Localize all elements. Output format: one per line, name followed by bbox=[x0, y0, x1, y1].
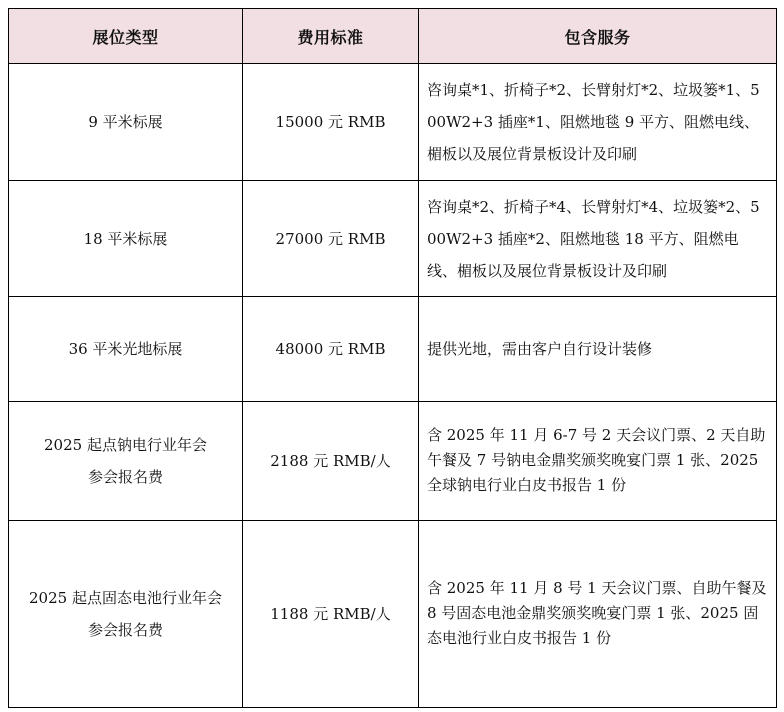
booth-pricing-table bbox=[8, 8, 777, 708]
fee-cell: 1188 元 RMB/人 bbox=[243, 520, 419, 707]
services-cell: 提供光地，需由客户自行设计装修 bbox=[419, 297, 777, 402]
table-row bbox=[9, 297, 777, 402]
fee-cell: 15000 元 RMB bbox=[243, 64, 419, 181]
booth-type-line: 参会报名费 bbox=[87, 620, 163, 639]
booth-type-cell bbox=[9, 402, 243, 521]
booth-type-cell bbox=[9, 520, 243, 707]
table-row bbox=[9, 520, 777, 707]
booth-type-cell: 18 平米标展 bbox=[9, 180, 243, 297]
booth-type-cell: 36 平米光地标展 bbox=[9, 297, 243, 402]
table-row bbox=[9, 402, 777, 521]
services-cell: 含 2025 年 11 月 6-7 号 2 天会议门票、2 天自助午餐及 7 号钠电金鼎奖颁奖晚宴门票 1 张、2025 全球钠电行业白皮书报告 1 份 bbox=[419, 402, 777, 521]
header-booth-type: 展位类型 bbox=[9, 9, 243, 64]
booth-type-line: 2025 起点固态电池行业年会 bbox=[29, 588, 222, 607]
table-row bbox=[9, 180, 777, 297]
booth-type-line: 2025 起点钠电行业年会 bbox=[44, 435, 207, 454]
fee-cell: 27000 元 RMB bbox=[243, 180, 419, 297]
services-cell: 咨询桌*1、折椅子*2、长臂射灯*2、垃圾篓*1、500W2+3 插座*1、阻燃地毯 9 平方、阻燃电线、楣板以及展位背景板设计及印刷 bbox=[419, 64, 777, 181]
fee-cell: 48000 元 RMB bbox=[243, 297, 419, 402]
header-fee: 费用标准 bbox=[243, 9, 419, 64]
table-row bbox=[9, 64, 777, 181]
table-header bbox=[9, 9, 777, 64]
services-cell: 含 2025 年 11 月 8 号 1 天会议门票、自助午餐及 8 号固态电池金鼎奖颁奖晚宴门票 1 张、2025 固态电池行业白皮书报告 1 份 bbox=[419, 520, 777, 707]
header-row bbox=[9, 9, 777, 64]
services-cell: 咨询桌*2、折椅子*4、长臂射灯*4、垃圾篓*2、500W2+3 插座*2、阻燃地毯 18 平方、阻燃电线、楣板以及展位背景板设计及印刷 bbox=[419, 180, 777, 297]
booth-type-line: 参会报名费 bbox=[87, 467, 163, 486]
table-body bbox=[9, 64, 777, 708]
fee-cell: 2188 元 RMB/人 bbox=[243, 402, 419, 521]
booth-type-cell: 9 平米标展 bbox=[9, 64, 243, 181]
header-services: 包含服务 bbox=[419, 9, 777, 64]
